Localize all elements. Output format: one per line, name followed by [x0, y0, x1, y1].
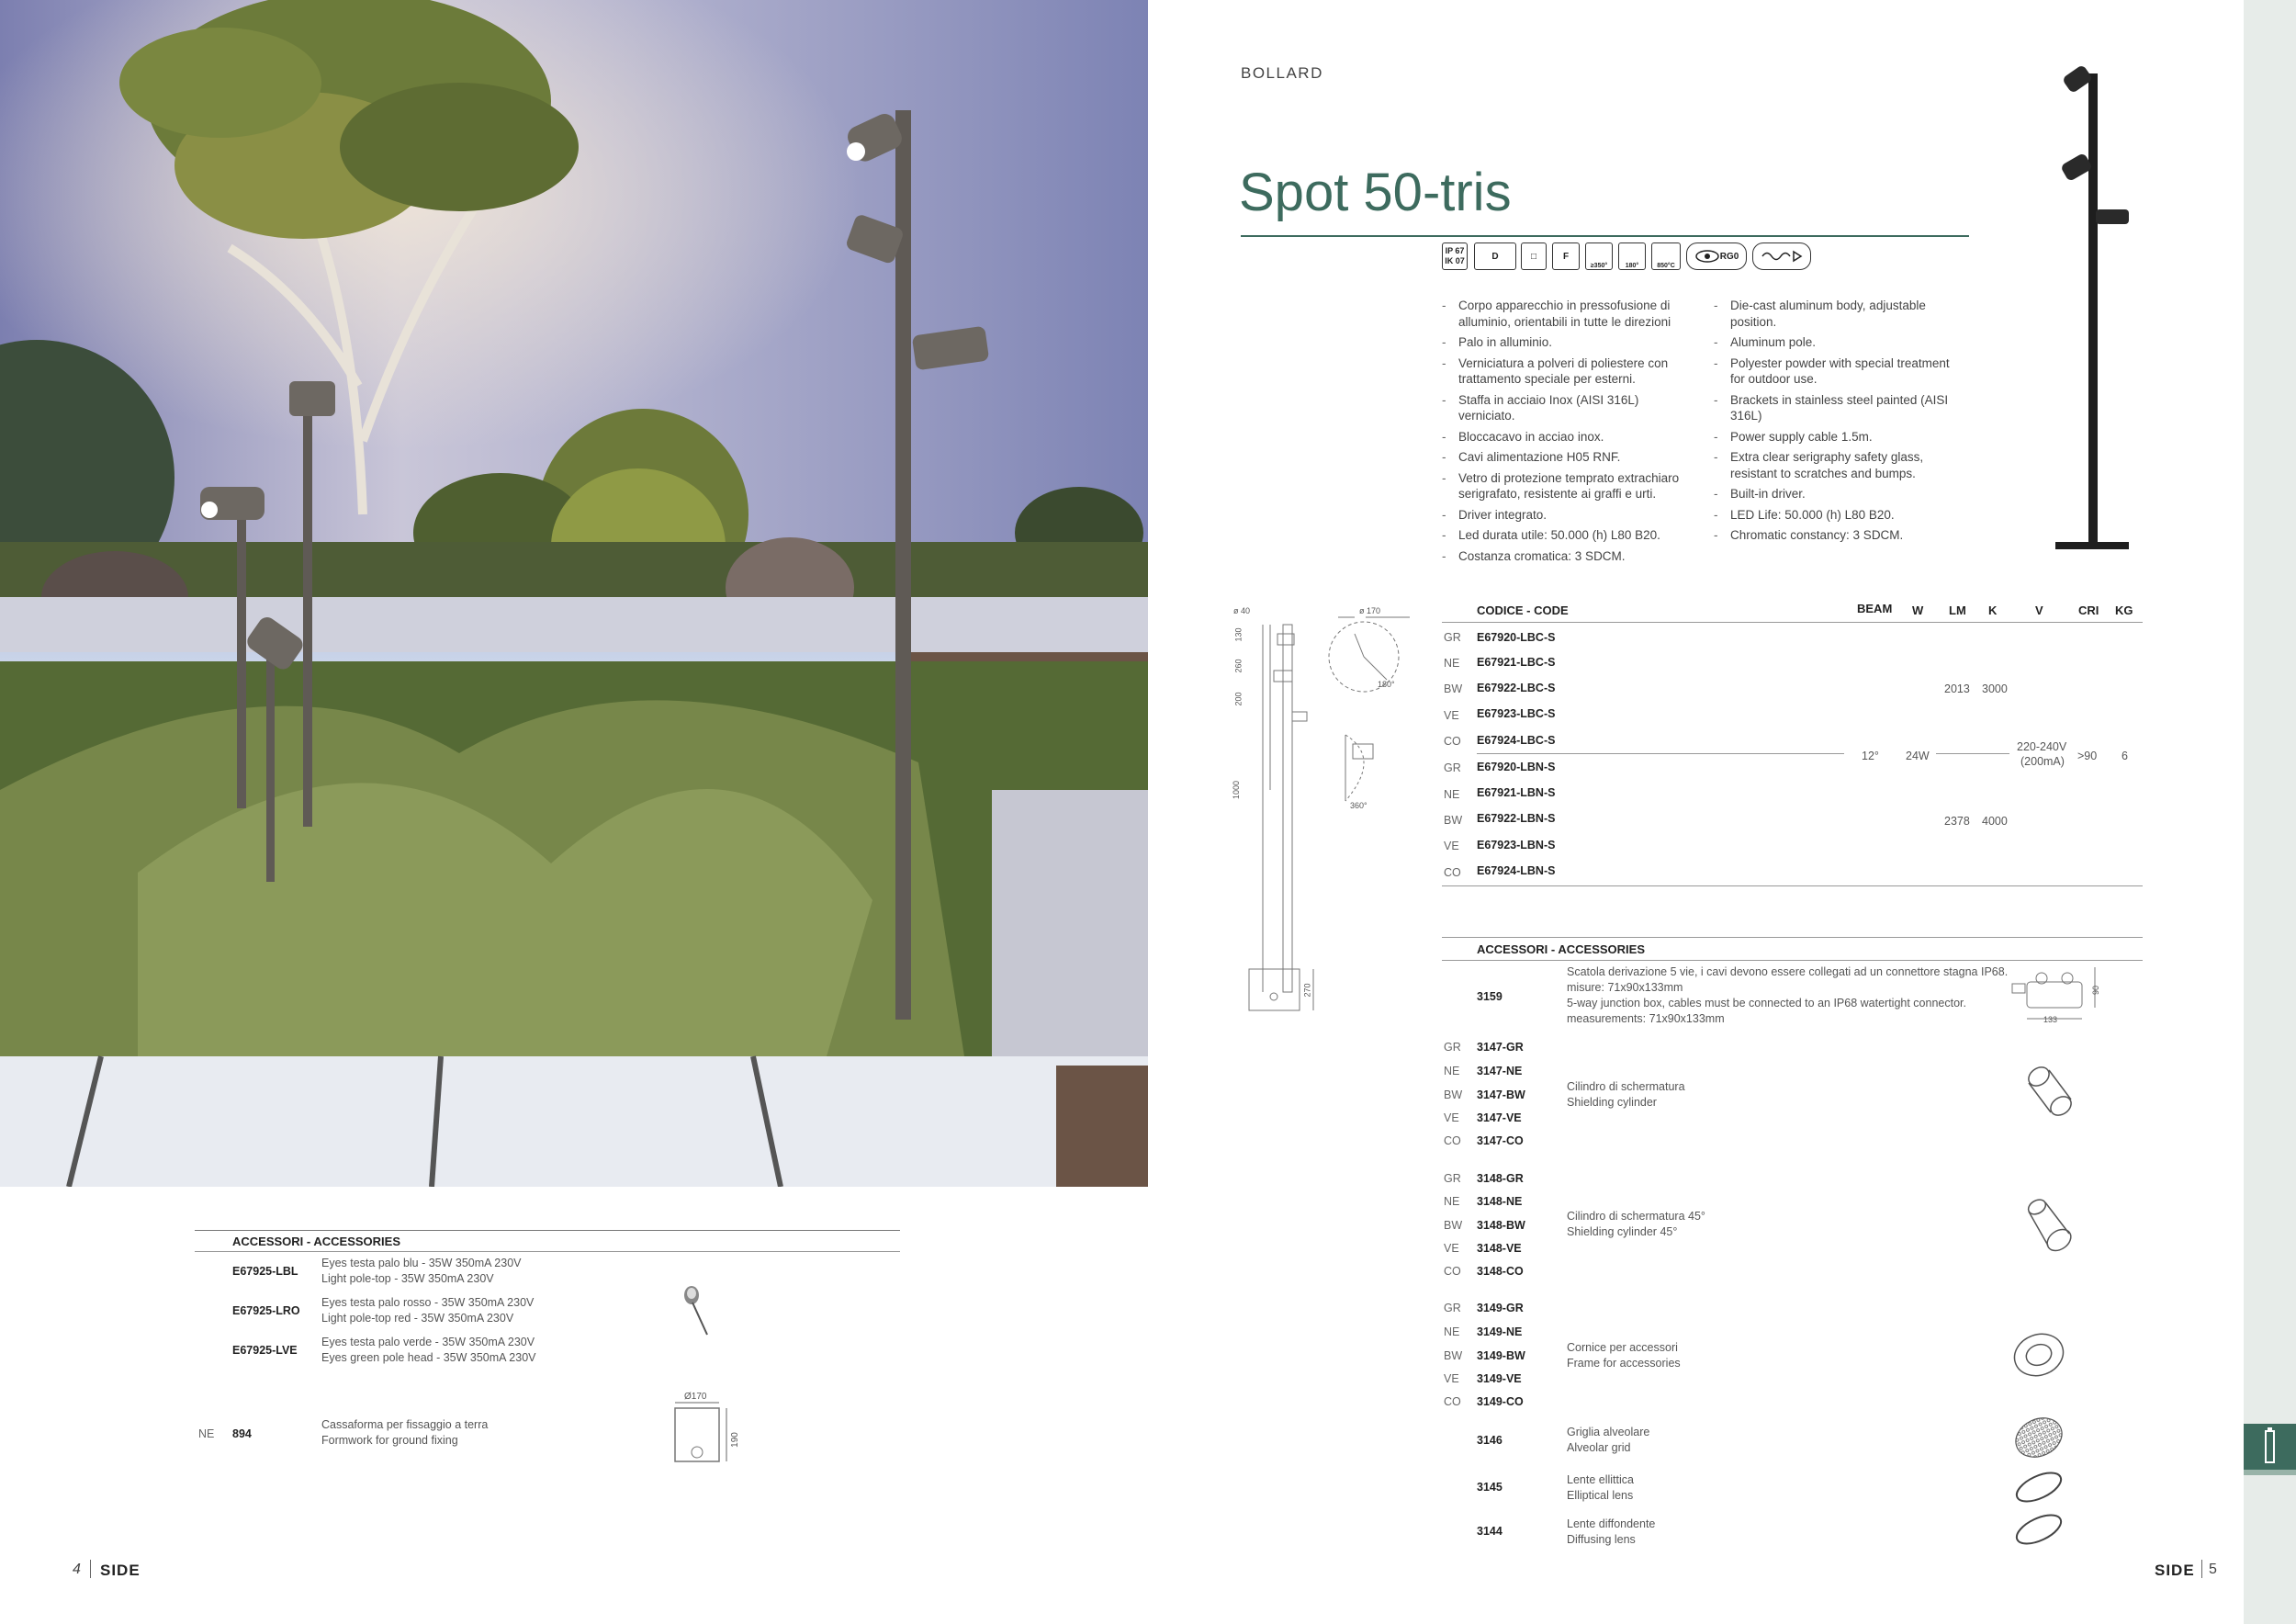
shielding-cylinder-image	[2011, 1056, 2085, 1130]
drawing-dim-1000: 1000	[1232, 780, 1242, 800]
row-prefix: NE	[1444, 788, 1460, 801]
acc-code: 3147-BW	[1477, 1088, 1525, 1101]
left-accessory-code: E67925-LVE	[232, 1344, 298, 1357]
features-italian: - Corpo apparecchio in pressofusione di alluminio, orientabili in tutte le direzioni - Palo in alluminio. - Verniciatura a polveri di poliestere con trattamento speciale per esterni. - Staffa in acciaio Inox (AISI 316L) verniciato. - Bloccacavo in acciao inox. - Cavi alimentazione H05 RNF. - Vetro di protezione temprato extrachiaro serigrafato, resistente ai graffi e urti. - Driver integrato. - Led durata utile: 50.000 (h) L80 B20. - Costanza cromatica: 3 SDCM.	[1442, 298, 1683, 569]
acc-prefix: NE	[1444, 1325, 1460, 1338]
drawing-dim-40: ø 40	[1233, 606, 1251, 615]
junction-code: 3159	[1477, 990, 1503, 1003]
row-code: E67922-LBN-S	[1477, 812, 1556, 825]
acc-code: 3149-VE	[1477, 1372, 1522, 1385]
glow-wire-icon: 850°C	[1651, 242, 1681, 270]
shared-watt: 24W	[1906, 750, 1930, 762]
accessory-frame-image	[2007, 1327, 2071, 1382]
lbc-lm: 2013	[1944, 682, 1970, 695]
w-header: W	[1912, 603, 1924, 617]
ip-ik-icon: IP 67 IK 07	[1442, 242, 1468, 270]
row-prefix: CO	[1444, 866, 1461, 879]
photobiological-icon: RG0	[1686, 242, 1747, 270]
left-accessories-header: ACCESSORI - ACCESSORIES	[232, 1235, 400, 1248]
row-code: E67920-LBC-S	[1477, 631, 1556, 644]
right-page-number: 5	[2209, 1562, 2217, 1577]
drawing-dim-130: 130	[1233, 627, 1244, 642]
formwork-height: 190	[729, 1432, 740, 1448]
acc-code: 3144	[1477, 1525, 1503, 1538]
junction-desc: Scatola derivazione 5 vie, i cavi devono essere collegati ad un connettore stagna IP68. misure: 71x90x133mm 5-way junction box, cables must be connected to an IP68 watertight connector. measurements: 71x90x133mm	[1567, 965, 2009, 1025]
features-english: - Die-cast aluminum body, adjustable position. - Aluminum pole. - Polyester powder with special treatment for outdoor use. - Brackets in stainless steel painted (AISI 316L) - Power supply cable 1.5m. - Extra clear serigraphy safety glass, resistant to scratches and bumps. - Built-in driver. - LED Life: 50.000 (h) L80 B20. - Chromatic constancy: 3 SDCM.	[1714, 298, 1962, 548]
drawing-dim-200: 200	[1233, 692, 1244, 706]
group-divider	[1477, 753, 1844, 754]
drawing-angle-180: 180°	[1378, 680, 1395, 689]
shared-kg: 6	[2122, 750, 2128, 762]
f-mark-icon: F	[1552, 242, 1580, 270]
rotation-icon: 180°	[1618, 242, 1646, 270]
right-page-divider	[2201, 1560, 2202, 1578]
left-brand: SIDE	[100, 1562, 141, 1579]
row-code: E67922-LBC-S	[1477, 682, 1556, 694]
formwork-diameter: Ø170	[684, 1392, 707, 1402]
lbn-k: 4000	[1982, 815, 2008, 828]
left-page-number: 4	[73, 1562, 81, 1577]
acc-code: 3148-GR	[1477, 1172, 1524, 1185]
acc-prefix: CO	[1444, 1395, 1461, 1408]
codes-header: CODICE - CODE	[1477, 603, 1569, 617]
formwork-prefix: NE	[198, 1427, 215, 1440]
acc-prefix: CO	[1444, 1134, 1461, 1147]
diffusing-lens-image	[2007, 1506, 2071, 1552]
formwork-drawing	[666, 1392, 739, 1465]
cri-header: CRI	[2078, 603, 2099, 617]
acc-code: 3149-NE	[1477, 1325, 1523, 1338]
shared-cri: >90	[2077, 750, 2098, 762]
acc-prefix: VE	[1444, 1372, 1459, 1385]
driver-icon: D	[1474, 242, 1516, 270]
left-accessory-desc: Eyes testa palo blu - 35W 350mA 230V Light pole-top - 35W 350mA 230V	[321, 1257, 522, 1285]
row-prefix: GR	[1444, 631, 1461, 644]
row-prefix: BW	[1444, 814, 1463, 827]
left-page-divider	[90, 1560, 91, 1578]
row-prefix: VE	[1444, 840, 1459, 852]
beam-header: BEAM	[1857, 602, 1893, 615]
shared-voltage: 220-240V	[2017, 740, 2067, 753]
row-code: E67923-LBC-S	[1477, 707, 1556, 720]
lbc-k: 3000	[1982, 682, 2008, 695]
row-code: E67923-LBN-S	[1477, 839, 1556, 851]
acc-prefix: NE	[1444, 1195, 1460, 1208]
acc-code: 3148-BW	[1477, 1219, 1525, 1232]
acc-prefix: GR	[1444, 1172, 1461, 1185]
acc-code: 3148-CO	[1477, 1265, 1524, 1278]
beam-angle-icon: ≥350°	[1585, 242, 1613, 270]
acc-code: 3149-GR	[1477, 1302, 1524, 1314]
row-prefix: BW	[1444, 682, 1463, 695]
product-title: Spot 50-tris	[1239, 163, 1512, 222]
left-accessory-desc: Eyes testa palo verde - 35W 350mA 230V Eyes green pole head - 35W 350mA 230V	[321, 1336, 536, 1364]
shared-beam: 12°	[1862, 750, 1879, 762]
acc-code: 3148-NE	[1477, 1195, 1523, 1208]
acc-prefix: NE	[1444, 1065, 1460, 1077]
acc-code: 3149-CO	[1477, 1395, 1524, 1408]
row-prefix: CO	[1444, 735, 1461, 748]
section-tab[interactable]	[2244, 1424, 2296, 1475]
acc-code: 3145	[1477, 1481, 1503, 1494]
acc-desc: Cilindro di schermatura 45° Shielding cylinder 45°	[1567, 1210, 1705, 1238]
row-prefix: VE	[1444, 709, 1459, 722]
acc-desc: Lente diffondente Diffusing lens	[1567, 1517, 1656, 1546]
accessories-top-rule	[1442, 937, 2143, 938]
acc-code: 3147-VE	[1477, 1111, 1522, 1124]
category-label: BOLLARD	[1241, 64, 1323, 82]
pole-top-light-image	[680, 1284, 716, 1339]
side-accent-bar	[2244, 0, 2296, 1624]
left-accessory-code: E67925-LRO	[232, 1304, 300, 1317]
shared-current: (200mA)	[2020, 755, 2065, 768]
alveolar-grid-image	[2007, 1415, 2071, 1460]
technical-drawing	[1226, 606, 1410, 1020]
garden-photo	[0, 0, 1148, 1187]
junction-dim-h: 90	[2091, 985, 2101, 996]
product-image	[2039, 64, 2149, 556]
right-accessories-header: ACCESSORI - ACCESSORIES	[1477, 942, 1645, 956]
row-prefix: GR	[1444, 761, 1461, 774]
drawing-dim-270: 270	[1302, 983, 1312, 998]
acc-prefix: GR	[1444, 1302, 1461, 1314]
drawing-angle-360: 360°	[1350, 801, 1367, 810]
kg-header: KG	[2115, 603, 2133, 617]
row-code: E67924-LBN-S	[1477, 864, 1556, 877]
acc-prefix: BW	[1444, 1219, 1463, 1232]
acc-prefix: CO	[1444, 1265, 1461, 1278]
class-ii-icon: □	[1521, 242, 1547, 270]
left-accessory-code: E67925-LBL	[232, 1265, 298, 1278]
acc-code: 3147-NE	[1477, 1065, 1523, 1077]
row-prefix: NE	[1444, 657, 1460, 670]
acc-desc: Griglia alveolare Alveolar grid	[1567, 1426, 1650, 1454]
row-code: E67921-LBN-S	[1477, 786, 1556, 799]
acc-prefix: BW	[1444, 1349, 1463, 1362]
elliptical-lens-image	[2007, 1464, 2071, 1510]
acc-code: 3146	[1477, 1434, 1503, 1447]
acc-desc: Cilindro di schermatura Shielding cylinder	[1567, 1080, 1685, 1109]
drawing-dim-260: 260	[1233, 659, 1244, 673]
acc-desc: Cornice per accessori Frame for accessories	[1567, 1341, 1681, 1370]
acc-prefix: VE	[1444, 1242, 1459, 1255]
acc-code: 3148-VE	[1477, 1242, 1522, 1255]
right-brand: SIDE	[2155, 1562, 2195, 1579]
acc-prefix: VE	[1444, 1111, 1459, 1124]
codes-bottom-rule	[1442, 885, 2143, 886]
lm-header: LM	[1949, 603, 1966, 617]
acc-prefix: BW	[1444, 1088, 1463, 1101]
junction-dim-w: 133	[2043, 1015, 2058, 1024]
shielding-cylinder-45-image	[2011, 1187, 2085, 1260]
acc-code: 3147-CO	[1477, 1134, 1524, 1147]
title-rule	[1241, 235, 1969, 237]
drawing-dim-170: ø 170	[1359, 606, 1381, 615]
section-tab-accent	[2244, 1470, 2296, 1475]
acc-code: 3149-BW	[1477, 1349, 1525, 1362]
v-header: V	[2035, 603, 2043, 617]
formwork-desc: Cassaforma per fissaggio a terra Formwork for ground fixing	[321, 1418, 489, 1447]
left-table-rule	[195, 1230, 900, 1231]
row-code: E67924-LBC-S	[1477, 734, 1556, 747]
left-accessory-desc: Eyes testa palo rosso - 35W 350mA 230V Light pole-top red - 35W 350mA 230V	[321, 1296, 535, 1325]
dimmable-icon	[1752, 242, 1811, 270]
acc-prefix: GR	[1444, 1041, 1461, 1054]
row-code: E67921-LBC-S	[1477, 656, 1556, 669]
formwork-code: 894	[232, 1427, 252, 1440]
group-divider-lm	[1936, 753, 2009, 754]
lbn-lm: 2378	[1944, 815, 1970, 828]
k-header: K	[1988, 603, 1998, 617]
acc-desc: Lente ellittica Elliptical lens	[1567, 1473, 1634, 1502]
left-table-rule-2	[195, 1251, 900, 1252]
codes-header-rule	[1442, 622, 2143, 623]
row-code: E67920-LBN-S	[1477, 761, 1556, 773]
acc-code: 3147-GR	[1477, 1041, 1524, 1054]
